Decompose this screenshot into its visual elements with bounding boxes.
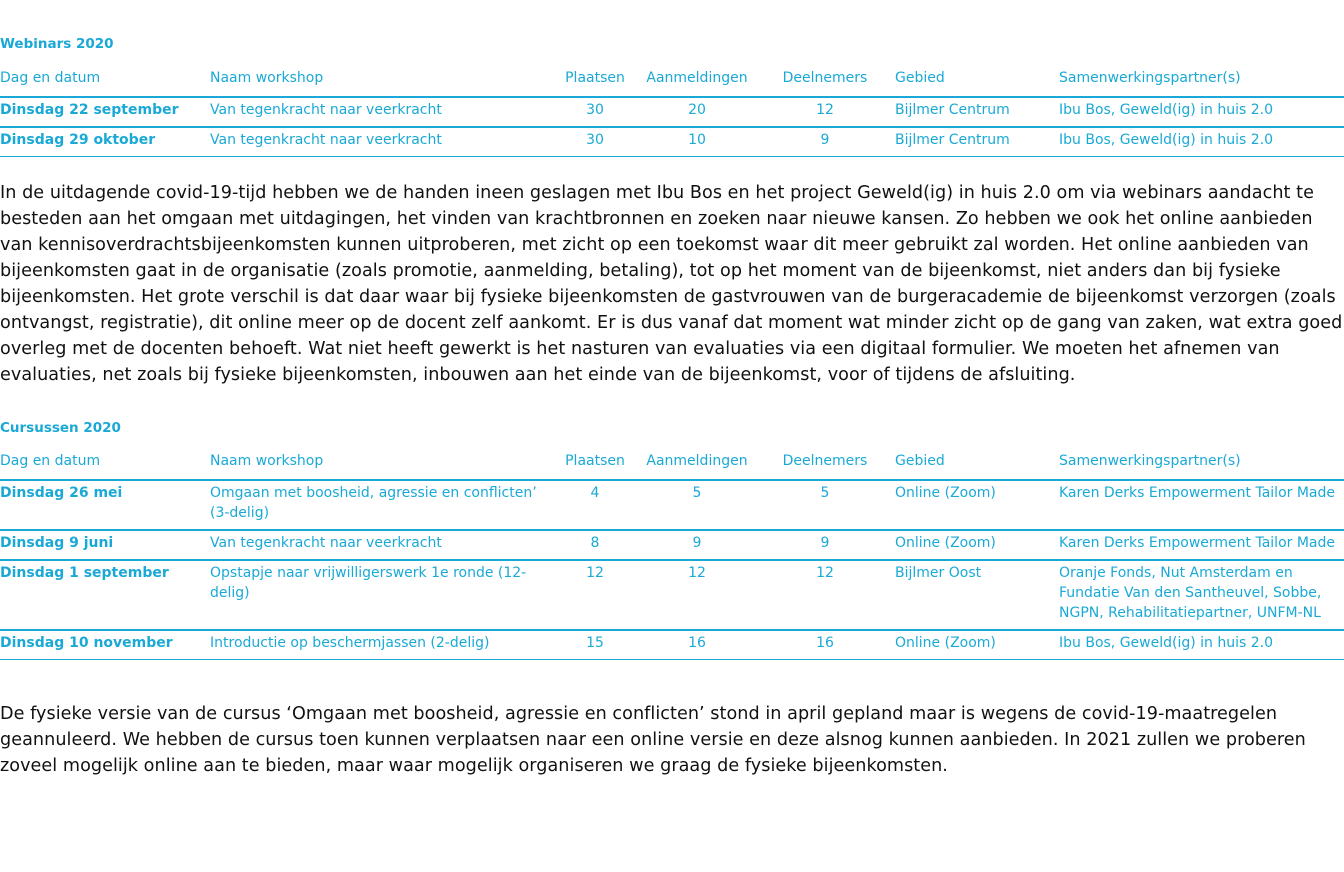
- cell-name: Opstapje naar vrijwilligerswerk 1e ronde (12-delig): [208, 560, 553, 630]
- column-header-date: Dag en datum: [0, 70, 101, 86]
- cell-date: Dinsdag 9 juni: [0, 530, 208, 560]
- cell-date: Dinsdag 22 september: [0, 97, 208, 127]
- column-header-registrations: Aanmeldingen: [646, 453, 748, 469]
- cell-partners: Ibu Bos, Geweld(ig) in huis 2.0: [1057, 630, 1344, 660]
- cell-places: 12: [553, 560, 637, 630]
- cell-participants: 9: [757, 530, 893, 560]
- cell-registrations: 9: [637, 530, 757, 560]
- cell-places: 30: [553, 127, 637, 157]
- table-header-row: [0, 68, 1344, 97]
- table-row: [0, 127, 1344, 157]
- cell-participants: 16: [757, 630, 893, 660]
- cell-name: Van tegenkracht naar veerkracht: [208, 127, 553, 157]
- cell-area: Bijlmer Centrum: [893, 97, 1057, 127]
- cell-participants: 12: [757, 560, 893, 630]
- column-header-date: Dag en datum: [0, 453, 101, 469]
- cell-name: Omgaan met boosheid, agressie en conflicten’ (3-delig): [208, 480, 553, 530]
- cell-participants: 12: [757, 97, 893, 127]
- cell-participants: 5: [757, 480, 893, 530]
- cell-registrations: 5: [637, 480, 757, 530]
- table-row: [0, 630, 1344, 660]
- cell-name: Van tegenkracht naar veerkracht: [208, 530, 553, 560]
- courses-paragraph: De fysieke versie van de cursus ‘Omgaan met boosheid, agressie en conflicten’ stond in april gepland maar is wegens de covid-19-maatregelen geannuleerd. We hebben de cursus toen kunnen verplaatsen naar een online versie en deze alsnog kunnen aanbieden. In 2021 zullen we proberen zoveel mogelijk online aan te bieden, maar waar mogelijk organiseren we graag de fysieke bijeenkomsten.: [0, 704, 1306, 776]
- cell-partners: Ibu Bos, Geweld(ig) in huis 2.0: [1057, 97, 1344, 127]
- column-header-partners: Samenwerkingspartner(s): [1059, 70, 1241, 86]
- table-header-row: [0, 451, 1344, 480]
- table-row: [0, 530, 1344, 560]
- cell-area: Online (Zoom): [893, 480, 1057, 530]
- cell-places: 15: [553, 630, 637, 660]
- cell-registrations: 16: [637, 630, 757, 660]
- cell-area: Bijlmer Oost: [893, 560, 1057, 630]
- column-header-registrations: Aanmeldingen: [646, 70, 748, 86]
- column-header-participants: Deelnemers: [782, 453, 868, 469]
- cell-partners: Oranje Fonds, Nut Amsterdam en Fundatie Van den Santheuvel, Sobbe, NGPN, Rehabilitatiepartner, UNFM-NL: [1057, 560, 1344, 630]
- courses-title: Cursussen 2020: [0, 420, 121, 436]
- cell-date: Dinsdag 1 september: [0, 560, 208, 630]
- cell-date: Dinsdag 10 november: [0, 630, 208, 660]
- cell-places: 30: [553, 97, 637, 127]
- column-header-name: Naam workshop: [210, 453, 324, 469]
- table-row: [0, 480, 1344, 530]
- column-header-area: Gebied: [895, 70, 945, 86]
- column-header-partners: Samenwerkingspartner(s): [1059, 453, 1241, 469]
- column-header-area: Gebied: [895, 453, 945, 469]
- webinars-table: [0, 68, 1344, 157]
- courses-table: [0, 451, 1344, 660]
- cell-registrations: 20: [637, 97, 757, 127]
- cell-partners: Karen Derks Empowerment Tailor Made: [1057, 480, 1344, 530]
- cell-registrations: 12: [637, 560, 757, 630]
- cell-participants: 9: [757, 127, 893, 157]
- cell-date: Dinsdag 29 oktober: [0, 127, 208, 157]
- column-header-places: Plaatsen: [565, 70, 625, 86]
- webinars-title: Webinars 2020: [0, 36, 114, 52]
- cell-partners: Karen Derks Empowerment Tailor Made: [1057, 530, 1344, 560]
- column-header-name: Naam workshop: [210, 70, 324, 86]
- cell-area: Online (Zoom): [893, 630, 1057, 660]
- cell-name: Introductie op beschermjassen (2-delig): [208, 630, 553, 660]
- table-row: [0, 560, 1344, 630]
- cell-places: 4: [553, 480, 637, 530]
- cell-name: Van tegenkracht naar veerkracht: [208, 97, 553, 127]
- cell-area: Online (Zoom): [893, 530, 1057, 560]
- cell-date: Dinsdag 26 mei: [0, 480, 208, 530]
- cell-area: Bijlmer Centrum: [893, 127, 1057, 157]
- cell-partners: Ibu Bos, Geweld(ig) in huis 2.0: [1057, 127, 1344, 157]
- cell-registrations: 10: [637, 127, 757, 157]
- table-row: [0, 97, 1344, 127]
- cell-places: 8: [553, 530, 637, 560]
- column-header-participants: Deelnemers: [782, 70, 868, 86]
- column-header-places: Plaatsen: [565, 453, 625, 469]
- webinars-paragraph: In de uitdagende covid-19-tijd hebben we de handen ineen geslagen met Ibu Bos en het project Geweld(ig) in huis 2.0 om via webinars aandacht te besteden aan het omgaan met uitdagingen, het vinden van krachtbronnen en zoeken naar nieuwe kansen. Zo hebben we ook het online aanbieden van kennisoverdrachtsbijeenkomsten kunnen uitproberen, met zicht op een toekomst waar dit meer gebruikt zal worden. Het online aanbieden van bijeenkomsten gaat in de organisatie (zoals promotie, aanmelding, betaling), tot op het moment van de bijeenkomst, niet anders dan bij fysieke bijeenkomsten. Het grote verschil is dat daar waar bij fysieke bijeenkomsten de gastvrouwen van de burgeracademie de bijeenkomst verzorgen (zoals ontvangst, registratie), dit online meer op de docent zelf aankomt. Er is dus vanaf dat moment wat minder zicht op de gang van zaken, wat extra goed overleg met de docenten behoeft. Wat niet heeft gewerkt is het nasturen van evaluaties via een digitaal formulier. We moeten het afnemen van evaluaties, net zoals bij fysieke bijeenkomsten, inbouwen aan het einde van de bijeenkomst, voor of tijdens de afsluiting.: [0, 183, 1343, 385]
